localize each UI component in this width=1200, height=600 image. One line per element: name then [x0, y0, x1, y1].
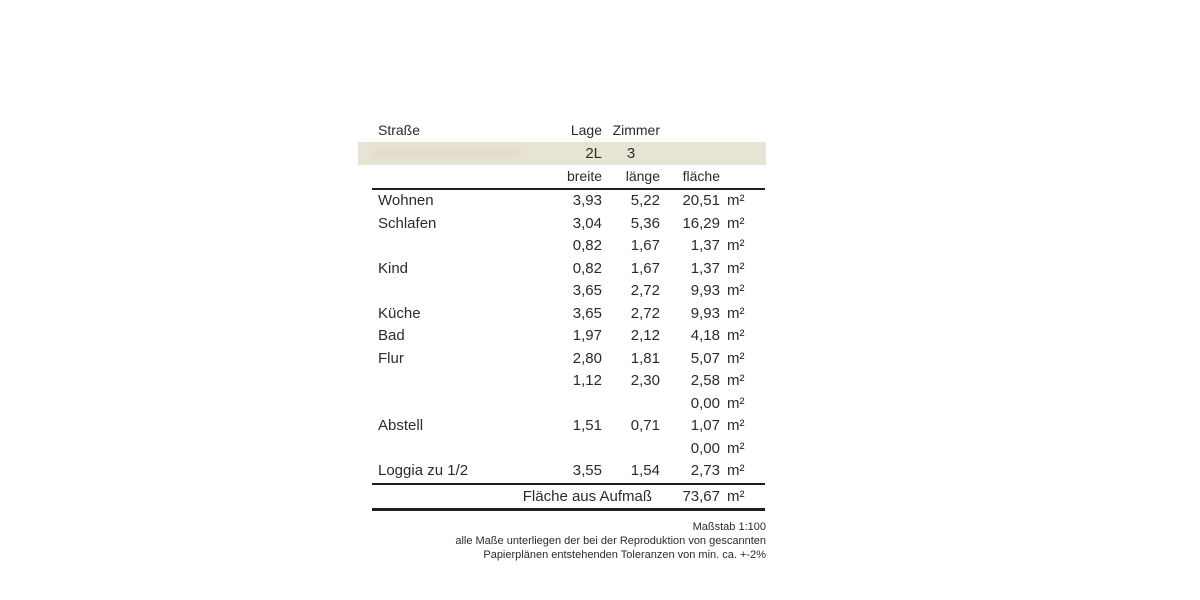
highlight-band-row	[358, 142, 766, 165]
unit-label: m²	[727, 282, 745, 299]
redacted-street-smudge	[370, 148, 520, 158]
room-label: Küche	[378, 304, 421, 322]
flaeche-value: 0,00	[690, 394, 720, 412]
room-label	[378, 235, 548, 258]
footer-tolerance1: alle Maße unterliegen der bei der Reproduktion von gescannten	[455, 534, 766, 547]
table-row	[358, 280, 766, 303]
table-row	[358, 460, 766, 483]
flaeche-value: 2,73	[690, 462, 720, 479]
table-row	[358, 393, 766, 416]
unit-label: m²	[727, 417, 745, 434]
unit-label: m²	[727, 259, 745, 277]
unit-label: m²	[727, 349, 745, 367]
flaeche-value: 20,51	[682, 192, 720, 209]
flaeche-value: 16,29	[682, 214, 720, 232]
footer-tolerance2: Papierplänen entstehenden Toleranzen von min. ca. +-2%	[483, 548, 766, 561]
flaeche-value: 2,58	[690, 372, 720, 389]
laenge-value: 2,72	[630, 304, 660, 322]
unit-label: m²	[727, 327, 745, 344]
lage-value: 2L	[585, 145, 602, 162]
table-row	[358, 213, 766, 236]
zimmer-label: Zimmer	[612, 122, 660, 138]
room-label	[378, 438, 548, 461]
table-row	[358, 258, 766, 281]
column-header-row	[358, 165, 766, 188]
table-row	[358, 190, 766, 213]
lage-label: Lage	[570, 122, 602, 138]
room-label	[378, 370, 548, 393]
total-divider-bottom	[372, 508, 765, 511]
table-row	[358, 438, 766, 461]
laenge-value: 5,36	[630, 214, 660, 232]
unit-label: m²	[727, 462, 745, 479]
total-value: 73,67	[682, 487, 720, 505]
flaeche-value: 9,93	[690, 282, 720, 299]
laenge-value: 2,30	[630, 372, 660, 389]
laenge-value: 2,72	[630, 282, 660, 299]
flaeche-value: 9,93	[690, 304, 720, 322]
col-laenge: länge	[625, 168, 660, 184]
breite-value	[548, 393, 602, 416]
flaeche-value: 4,18	[690, 327, 720, 344]
flaeche-value: 1,37	[690, 259, 720, 277]
area-calculation-sheet	[358, 118, 766, 562]
laenge-value: 1,54	[630, 462, 660, 479]
breite-value: 0,82	[572, 259, 602, 277]
breite-value: 3,65	[572, 282, 602, 299]
room-label: Abstell	[378, 417, 424, 434]
unit-label: m²	[727, 304, 745, 322]
room-label: Flur	[378, 349, 404, 367]
total-label: Fläche aus Aufmaß	[522, 487, 652, 505]
room-label: Schlafen	[378, 214, 437, 232]
col-flaeche: fläche	[682, 168, 720, 184]
breite-value: 3,55	[572, 462, 602, 479]
room-label	[378, 280, 548, 303]
header-row	[358, 118, 766, 142]
breite-value: 0,82	[572, 237, 602, 254]
unit-label: m²	[727, 192, 745, 209]
laenge-value: 0,71	[630, 417, 660, 434]
laenge-value: 1,67	[630, 259, 660, 277]
table-row	[358, 303, 766, 326]
breite-value: 3,93	[572, 192, 602, 209]
laenge-value: 2,12	[630, 327, 660, 344]
total-unit: m²	[727, 487, 745, 505]
breite-value: 3,04	[572, 214, 602, 232]
flaeche-value: 1,07	[690, 417, 720, 434]
unit-label: m²	[727, 394, 745, 412]
flaeche-value: 5,07	[690, 349, 720, 367]
breite-value: 1,12	[572, 372, 602, 389]
unit-label: m²	[727, 237, 745, 254]
table-row	[358, 348, 766, 371]
breite-value: 1,97	[572, 327, 602, 344]
flaeche-value: 0,00	[690, 439, 720, 457]
table-row	[358, 415, 766, 438]
flaeche-value: 1,37	[690, 237, 720, 254]
laenge-value: 1,67	[630, 237, 660, 254]
table-row	[358, 235, 766, 258]
breite-value: 3,65	[572, 304, 602, 322]
unit-label: m²	[727, 439, 745, 457]
laenge-value: 5,22	[630, 192, 660, 209]
unit-label: m²	[727, 214, 745, 232]
laenge-value: 1,81	[630, 349, 660, 367]
total-row	[358, 485, 766, 508]
footer-notes	[358, 520, 766, 562]
strasse-label: Straße	[378, 122, 421, 138]
breite-value	[548, 438, 602, 461]
breite-value: 2,80	[572, 349, 602, 367]
breite-value: 1,51	[572, 417, 602, 434]
unit-label: m²	[727, 372, 745, 389]
table-body	[358, 190, 766, 483]
table-row	[358, 370, 766, 393]
room-label: Kind	[378, 259, 409, 277]
room-label: Bad	[378, 327, 405, 344]
zimmer-value: 3	[626, 145, 636, 162]
room-label	[378, 393, 548, 416]
room-label: Wohnen	[378, 192, 434, 209]
footer-scale: Maßstab 1:100	[692, 520, 766, 533]
laenge-value	[602, 438, 660, 461]
col-breite: breite	[566, 168, 602, 184]
laenge-value	[602, 393, 660, 416]
room-label: Loggia zu 1/2	[378, 462, 469, 479]
table-row	[358, 325, 766, 348]
